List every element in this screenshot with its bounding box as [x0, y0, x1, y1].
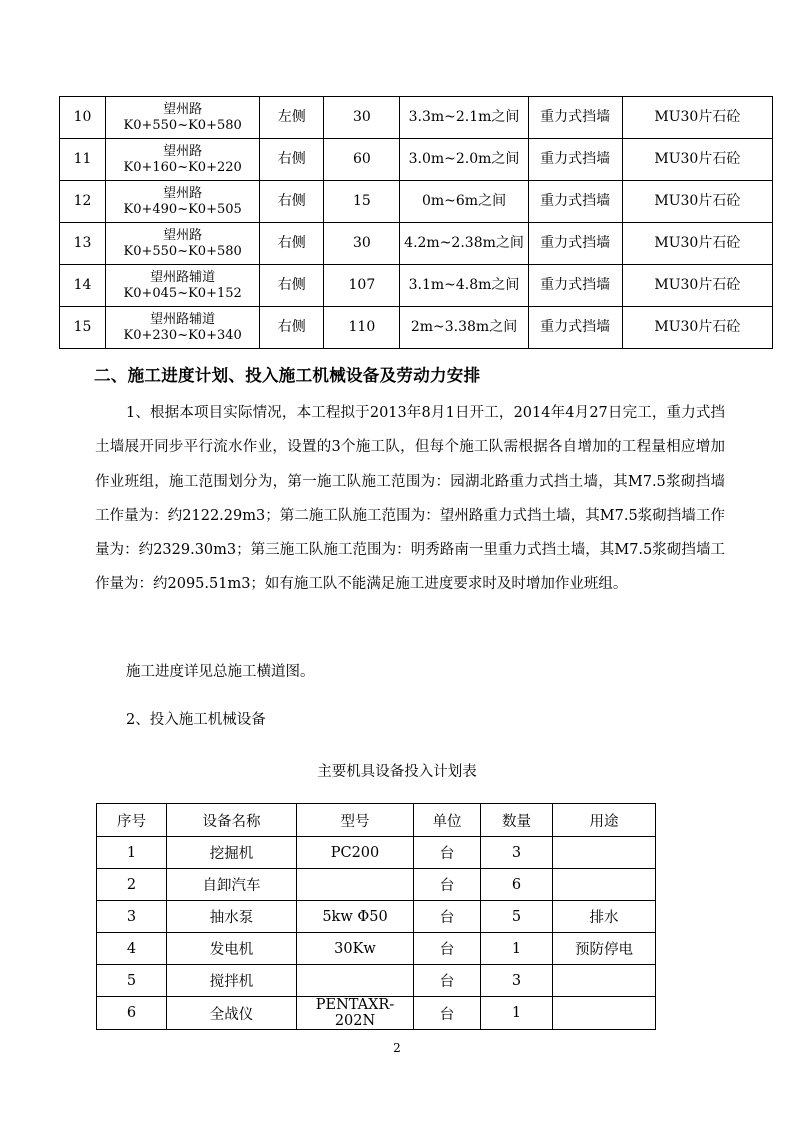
equip-model	[297, 869, 414, 901]
equip-no: 1	[97, 837, 167, 869]
equip-name: 抽水泵	[167, 901, 297, 933]
equip-qty: 1	[481, 933, 553, 965]
equip-use: 排水	[553, 901, 656, 933]
equip-unit: 台	[414, 869, 481, 901]
road-range: K0+045~K0+152	[123, 285, 242, 301]
table-row	[60, 97, 773, 139]
wall-type-cell: 重力式挡墙	[528, 181, 622, 223]
table-row	[97, 933, 656, 965]
header-qty: 数量	[481, 804, 553, 837]
equip-name: 搅拌机	[167, 965, 297, 997]
length-cell: 30	[324, 223, 400, 265]
equip-qty: 5	[481, 901, 553, 933]
equip-name: 全战仪	[167, 997, 297, 1030]
row-number: 15	[60, 307, 106, 349]
length-cell: 30	[324, 97, 400, 139]
equip-unit: 台	[414, 901, 481, 933]
height-cell: 3.1m~4.8m之间	[400, 265, 528, 307]
side-cell: 右侧	[260, 265, 324, 307]
height-cell: 3.3m~2.1m之间	[400, 97, 528, 139]
table-row	[60, 307, 773, 349]
equip-unit: 台	[414, 965, 481, 997]
equip-name: 挖掘机	[167, 837, 297, 869]
wall-type-cell: 重力式挡墙	[528, 97, 622, 139]
table-row	[60, 181, 773, 223]
wall-type-cell: 重力式挡墙	[528, 265, 622, 307]
equip-model	[297, 965, 414, 997]
table-row	[60, 265, 773, 307]
side-cell: 左侧	[260, 97, 324, 139]
road-cell	[106, 307, 260, 349]
road-name: 望州路	[163, 101, 203, 117]
equipment-table	[96, 803, 656, 1030]
road-name: 望州路辅道	[150, 269, 216, 285]
road-range: K0+550~K0+580	[123, 117, 242, 133]
side-cell: 右侧	[260, 181, 324, 223]
row-number: 12	[60, 181, 106, 223]
wall-type-cell: 重力式挡墙	[528, 223, 622, 265]
table-header-row	[97, 804, 656, 837]
equip-model: 5kw Φ50	[297, 901, 414, 933]
equip-no: 5	[97, 965, 167, 997]
equip-use	[553, 965, 656, 997]
road-range: K0+490~K0+505	[123, 201, 242, 217]
table-row	[97, 901, 656, 933]
equip-no: 3	[97, 901, 167, 933]
road-range: K0+550~K0+580	[123, 243, 242, 259]
equip-unit: 台	[414, 837, 481, 869]
header-use: 用途	[553, 804, 656, 837]
page-number: 2	[393, 1041, 401, 1055]
header-name: 设备名称	[167, 804, 297, 837]
height-cell: 0m~6m之间	[400, 181, 528, 223]
equip-unit: 台	[414, 933, 481, 965]
side-cell: 右侧	[260, 139, 324, 181]
table-row	[97, 869, 656, 901]
road-cell	[106, 139, 260, 181]
equip-qty: 3	[481, 965, 553, 997]
equip-no: 6	[97, 997, 167, 1030]
material-cell: MU30片石砼	[622, 139, 772, 181]
row-number: 14	[60, 265, 106, 307]
equip-use: 预防停电	[553, 933, 656, 965]
header-model: 型号	[297, 804, 414, 837]
length-cell: 110	[324, 307, 400, 349]
table-row	[60, 139, 773, 181]
road-range: K0+160~K0+220	[123, 159, 242, 175]
side-cell: 右侧	[260, 223, 324, 265]
material-cell: MU30片石砼	[622, 97, 772, 139]
length-cell: 60	[324, 139, 400, 181]
equip-unit: 台	[414, 997, 481, 1030]
side-cell: 右侧	[260, 307, 324, 349]
subheading-equipment: 2、投入施工机械设备	[126, 712, 266, 728]
equip-model: PENTAXR-202N	[297, 997, 414, 1030]
header-no: 序号	[97, 804, 167, 837]
material-cell: MU30片石砼	[622, 181, 772, 223]
road-cell	[106, 97, 260, 139]
header-unit: 单位	[414, 804, 481, 837]
equip-name: 发电机	[167, 933, 297, 965]
road-name: 望州路辅道	[150, 311, 216, 327]
table-row	[97, 997, 656, 1030]
row-number: 13	[60, 223, 106, 265]
equip-use	[553, 869, 656, 901]
paragraph-schedule: 1、根据本项目实际情况，本工程拟于2013年8月1日开工，2014年4月27日完工，重力式挡土墙展开同步平行流水作业，设置的3个施工队，但每个施工队需根据各自增加的工程量相应增加作业班组，施工范围划分为，第一施工队施工范围为：园湖北路重力式挡土墙，其M7.5浆砌挡墙工作量为：约2122.29m3；第二施工队施工范围为：望州路重力式挡土墙，其M7.5浆砌挡墙工作量为：约2329.30m3；第三施工队施工范围为：明秀路南一里重力式挡土墙，其M7.5浆砌挡墙工作量为：约2095.51m3；如有施工队不能满足施工进度要求时及时增加作业班组。	[95, 405, 725, 593]
table-row	[97, 965, 656, 997]
equip-model: PC200	[297, 837, 414, 869]
equip-name: 自卸汽车	[167, 869, 297, 901]
road-cell	[106, 223, 260, 265]
equip-use	[553, 997, 656, 1030]
height-cell: 2m~3.38m之间	[400, 307, 528, 349]
height-cell: 4.2m~2.38m之间	[400, 223, 528, 265]
road-name: 望州路	[163, 185, 203, 201]
retaining-wall-table	[59, 96, 773, 349]
road-cell	[106, 181, 260, 223]
equip-use	[553, 837, 656, 869]
progress-note: 施工进度详见总施工横道图。	[126, 664, 315, 680]
road-cell	[106, 265, 260, 307]
equip-no: 2	[97, 869, 167, 901]
height-cell: 3.0m~2.0m之间	[400, 139, 528, 181]
table-row	[60, 223, 773, 265]
material-cell: MU30片石砼	[622, 307, 772, 349]
length-cell: 107	[324, 265, 400, 307]
wall-type-cell: 重力式挡墙	[528, 139, 622, 181]
table-row	[97, 837, 656, 869]
road-name: 望州路	[163, 143, 203, 159]
road-range: K0+230~K0+340	[123, 327, 242, 343]
equip-no: 4	[97, 933, 167, 965]
equip-qty: 1	[481, 997, 553, 1030]
equipment-table-title: 主要机具设备投入计划表	[317, 764, 477, 780]
row-number: 10	[60, 97, 106, 139]
equip-qty: 6	[481, 869, 553, 901]
equip-model: 30Kw	[297, 933, 414, 965]
material-cell: MU30片石砼	[622, 265, 772, 307]
length-cell: 15	[324, 181, 400, 223]
section-heading: 二、施工进度计划、投入施工机械设备及劳动力安排	[94, 366, 481, 385]
material-cell: MU30片石砼	[622, 223, 772, 265]
wall-type-cell: 重力式挡墙	[528, 307, 622, 349]
equip-qty: 3	[481, 837, 553, 869]
road-name: 望州路	[163, 227, 203, 243]
row-number: 11	[60, 139, 106, 181]
